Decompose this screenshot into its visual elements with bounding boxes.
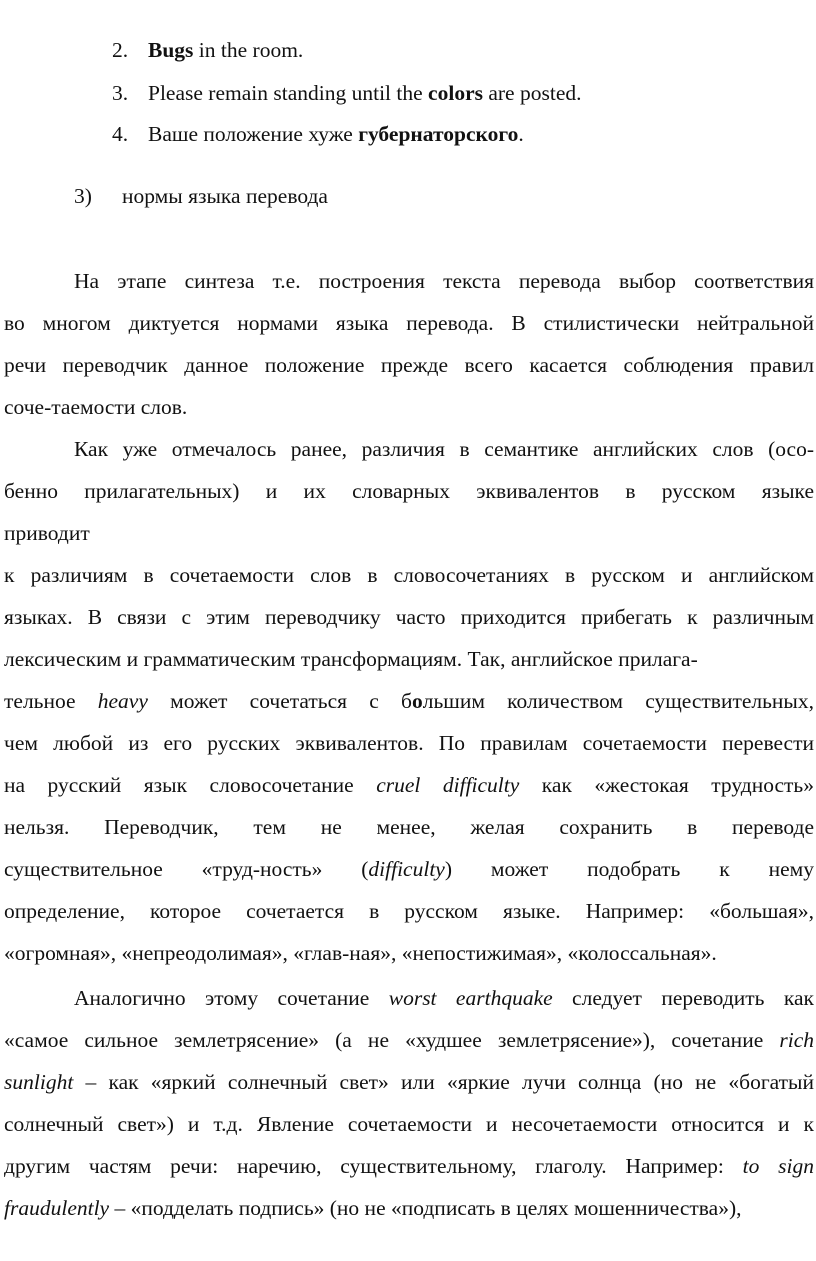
text-line [148, 36, 303, 64]
bold-term: Bugs [148, 38, 194, 62]
italic-term: rich [779, 1028, 814, 1052]
text-line [4, 855, 814, 883]
text-line: другим частям речи: наречию, существительному, глаголу. Например: [4, 1154, 743, 1178]
text-line: Аналогично этому сочетание [74, 986, 389, 1010]
text-line: языках. В связи с этим переводчику часто приходится прибегать к различным [4, 605, 814, 629]
text-line [4, 771, 814, 799]
text-line: приводит [4, 521, 90, 545]
italic-term: fraudulently [4, 1196, 110, 1220]
text-line: На этапе синтеза т.е. построения текста перевода выбор соответствия [74, 269, 814, 293]
text-line [4, 687, 814, 715]
text-line [4, 1026, 814, 1054]
text-line: тельное [4, 689, 98, 713]
italic-term: difficulty [368, 857, 445, 881]
text-line: are posted. [482, 81, 582, 105]
italic-term: to sign [742, 1154, 814, 1178]
text-line: «самое сильное землетрясение» (а не «худшее землетрясение»), сочетание [4, 1028, 780, 1052]
text-line: речи переводчик данное положение прежде всего касается соблюдения правил [4, 353, 814, 377]
text-line: солнечный свет») и т.д. Явление сочетаемости и несочетаемости относится и к [4, 1112, 814, 1136]
text-line: 3. [112, 81, 129, 105]
text-line: – «подделать подпись» (но не «подписать в целях мошенничества»), [109, 1196, 742, 1220]
text-line: определение, которое сочетается в русском языке. Например: «большая», [4, 899, 814, 923]
text-line [4, 1152, 814, 1180]
italic-term: sunlight [4, 1070, 74, 1094]
text-line: во многом диктуется нормами языка перевода. В стилистически нейтральной [4, 311, 814, 335]
bold-term: colors [428, 81, 483, 105]
text-line [148, 79, 582, 107]
text-line: Как уже отмечалось ранее, различия в семантике английских слов (осо- [74, 437, 814, 461]
text-line: Ваше положение хуже [148, 122, 359, 146]
bold-term: о [411, 689, 423, 713]
text-line: лексическим и грамматическим трансформациям. Так, английское прилага- [4, 647, 698, 671]
text-line [4, 1194, 814, 1222]
text-line: как «жестокая трудность» [519, 773, 814, 797]
text-line: нормы языка перевода [122, 184, 328, 208]
italic-term: heavy [97, 689, 148, 713]
text-line: к различиям в сочетаемости слов в словосочетаниях в русском и английском [4, 563, 814, 587]
text-line: может сочетаться с б [147, 689, 412, 713]
text-line: бенно прилагательных) и их словарных эквивалентов в русском языке [4, 479, 814, 503]
text-line: существительное «труд-ность» ( [4, 857, 369, 881]
text-line: нельзя. Переводчик, тем не менее, желая сохранить в переводе [4, 815, 814, 839]
text-line: – как «яркий солнечный свет» или «яркие лучи солнца (но не «богатый [73, 1070, 814, 1094]
italic-term: worst earthquake [388, 986, 553, 1010]
text-line: следует переводить как [552, 986, 814, 1010]
text-line: 4. [112, 122, 129, 146]
text-line: Please remain standing until the [148, 81, 429, 105]
italic-term: cruel difficulty [376, 773, 520, 797]
text-line: чем любой из его русских эквивалентов. По правилам сочетаемости перевести [4, 731, 814, 755]
text-line: «огромная», «непреодолимая», «глав-ная», «непостижимая», «колоссальная». [4, 941, 717, 965]
text-line: . [518, 122, 524, 146]
text-line [148, 120, 524, 148]
text-line: ) может подобрать к нему [444, 857, 814, 881]
text-line: 3) [74, 184, 92, 208]
text-line: на русский язык словосочетание [4, 773, 377, 797]
bold-term: губернаторского [358, 122, 519, 146]
text-line: 2. [112, 38, 129, 62]
text-line: льшим количеством существительных, [422, 689, 815, 713]
text-line: соче-таемости слов. [4, 395, 188, 419]
text-line [74, 984, 814, 1012]
text-line: in the room. [193, 38, 304, 62]
text-line [4, 1068, 814, 1096]
